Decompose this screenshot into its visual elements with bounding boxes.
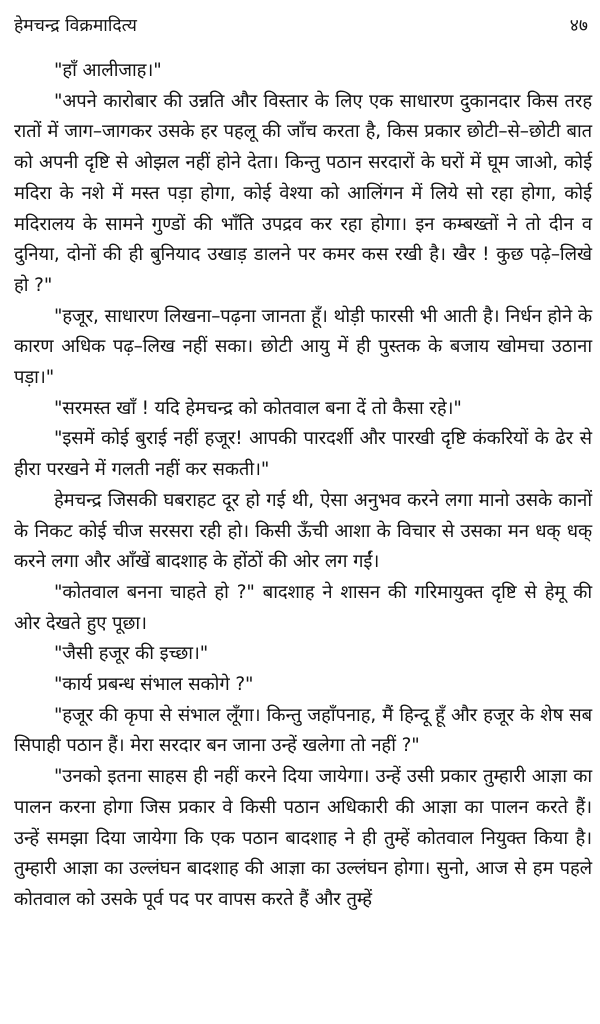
- paragraph: "हाँ आलीजाह।": [54, 60, 162, 81]
- running-header: [14, 10, 592, 42]
- paragraph: "हजूर की कृपा से संभाल लूँगा। किन्तु जहाँपनाह, मैं हिन्दू हूँ और हजूर के शेष सब सिपाही पठान हैं। मेरा सरदार बन जाना उन्हें खलेगा तो नहीं ?": [14, 704, 592, 757]
- paragraph: "सरमस्त खाँ ! यदि हेमचन्द्र को कोतवाल बना दें तो कैसा रहे।": [54, 397, 462, 419]
- paragraph: "उनको इतना साहस ही नहीं करने दिया जायेगा। उन्हें उसी प्रकार तुम्हारी आज्ञा का पालन करना होगा जिस प्रकार वे किसी पठान अधिकारी की आज्ञा का पालन करते हैं। उन्हें समझा दिया जायेगा कि एक पठान बादशाह ने ही तुम्हें कोतवाल नियुक्त किया है। तुम्हारी आज्ञा का उल्लंघन बादशाह की आज्ञा का उल्लंघन होगा। सुनो, आज से हम पहले कोतवाल को उसके पूर्व पद पर वापस करते हैं और तुम्हें: [14, 766, 592, 910]
- paragraph: "कार्य प्रबन्ध संभाल सकोगे ?": [54, 674, 254, 696]
- paragraph: "कोतवाल बनना चाहते हो ?" बादशाह ने शासन की गरिमायुक्त दृष्टि से हेमू की ओर देखते हुए पूछा।: [14, 581, 592, 634]
- body-text: [14, 56, 592, 916]
- page-number: ४७: [569, 16, 588, 36]
- paragraph: "अपने कारोबार की उन्नति और विस्तार के लिए एक साधारण दुकानदार किस तरह रातों में जाग–जागकर उसके हर पहलू की जाँच करता है, किस प्रकार छोटी–से–छोटी बात को अपनी दृष्टि से ओझल नहीं होने देता। किन्तु पठान सरदारों के घरों में घूम जाओ, कोई मदिरा के नशे में मस्त पड़ा होगा, कोई वेश्या को आलिंगन में लिये सो रहा होगा, कोई मदिरालय के सामने गुण्डों की भाँति उपद्रव कर रहा होगा। इन कम्बख्तों ने तो दीन व दुनिया, दोनों की ही बुनियाद उखाड़ डालने पर कमर कस रखी है। खैर ! कुछ पढ़े–लिखे हो ?": [14, 90, 592, 296]
- paragraph: "जैसी हजूर की इच्छा।": [54, 643, 209, 665]
- paragraph: "हजूर, साधारण लिखना–पढ़ना जानता हूँ। थोड़ी फारसी भी आती है। निर्धन होने के कारण अधिक पढ़–लिख नहीं सका। छोटी आयु में ही पुस्तक के बजाय खोमचा उठाना पड़ा।": [14, 305, 592, 389]
- running-title: हेमचन्द्र विक्रमादित्य: [14, 16, 137, 36]
- paragraph: "इसमें कोई बुराई नहीं हजूर! आपकी पारदर्शी और पारखी दृष्टि कंकरियों के ढेर से हीरा परखने में गलती नहीं कर सकती।": [14, 428, 592, 481]
- paragraph: हेमचन्द्र जिसकी घबराहट दूर हो गई थी, ऐसा अनुभव करने लगा मानो उसके कानों के निकट कोई चीज सरसरा रही हो। किसी ऊँची आशा के विचार से उसका मन धक् धक् करने लगा और आँखें बादशाह के होंठों की ओर लग गईं।: [14, 489, 592, 573]
